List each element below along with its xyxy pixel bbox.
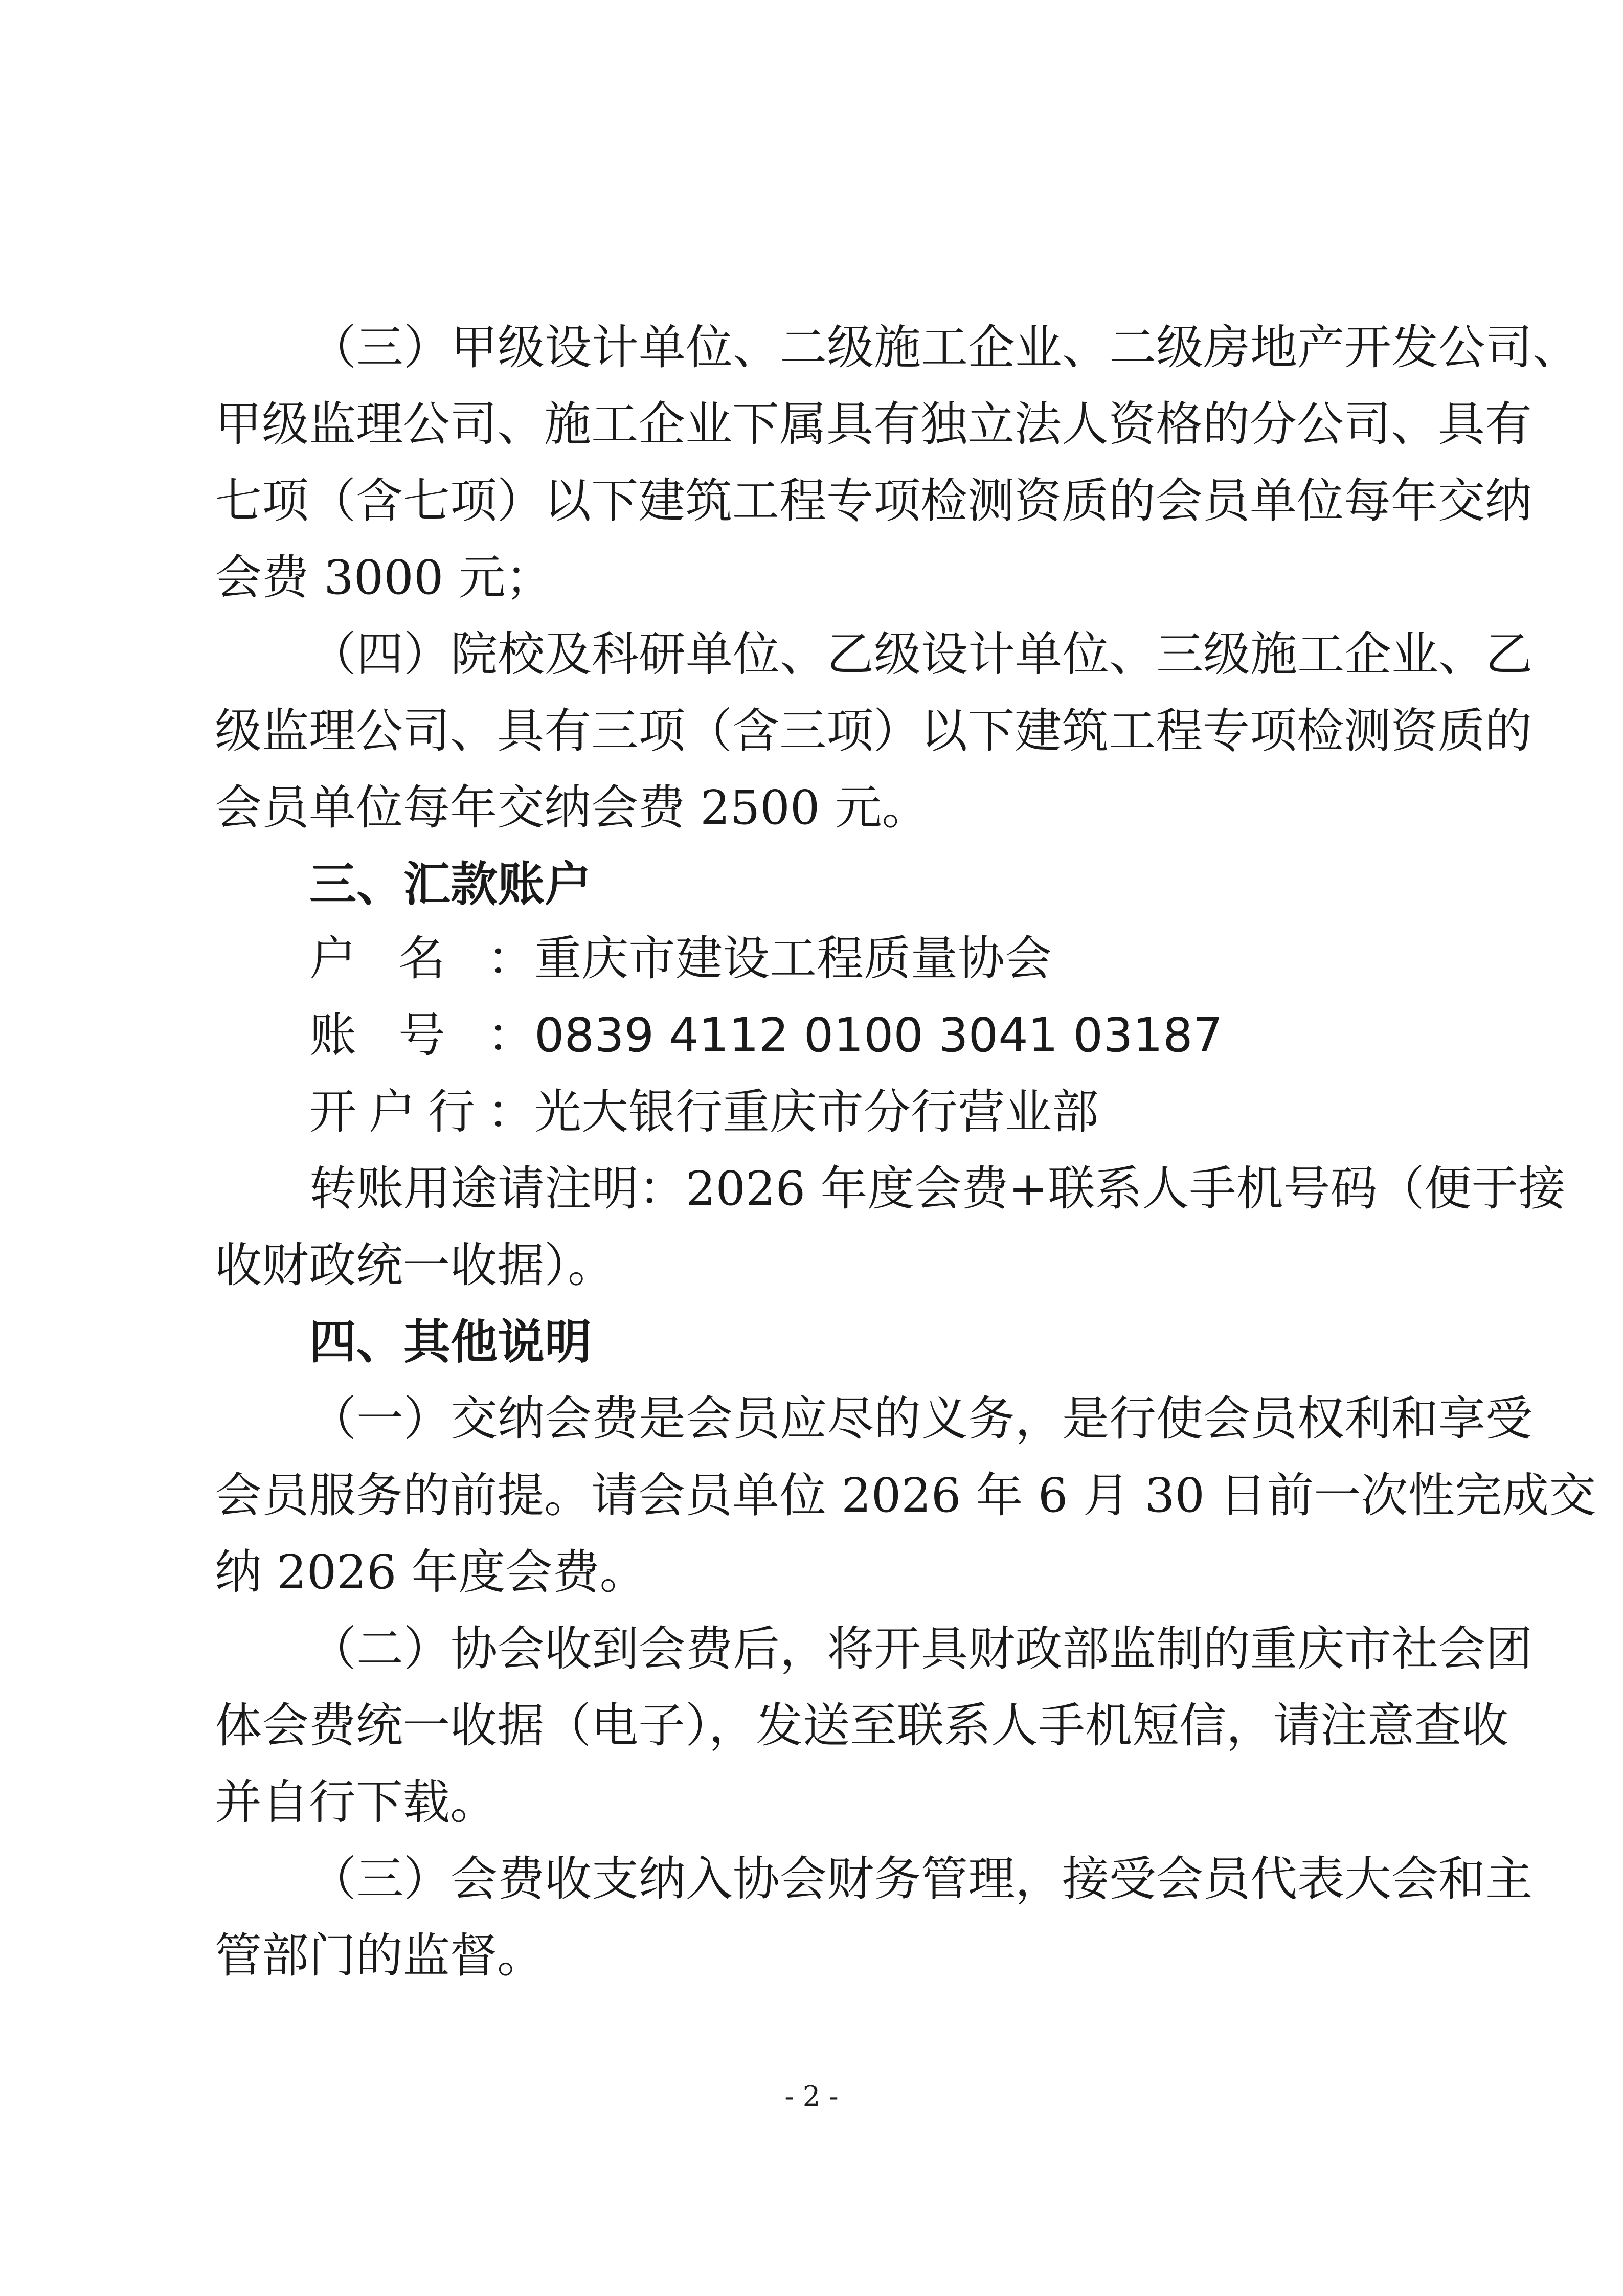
- para4-line-2: 级监理公司、具有三项（含三项）以下建筑工程专项检测资质的: [215, 704, 1532, 758]
- account-number-value: 0839 4112 0100 3041 03187: [534, 1008, 1223, 1063]
- account-bank-value: 光大银行重庆市分行营业部: [534, 1085, 1099, 1139]
- other2-line-1: （二）协会收到会费后，将开具财政部监制的重庆市社会团: [309, 1622, 1533, 1676]
- other3-line-2: 管部门的监督。: [215, 1928, 545, 1983]
- other1-line-1: （一）交纳会费是会员应尽的义务，是行使会员权利和享受: [309, 1391, 1533, 1446]
- account-name-label: 户名：: [309, 931, 534, 986]
- account-bank-row: [309, 1082, 1099, 1143]
- para3-line-1: （三）甲级设计单位、二级施工企业、二级房地产开发公司、: [309, 320, 1580, 375]
- transfer-note-line-2: 收财政统一收据）。: [215, 1238, 615, 1293]
- account-number-label: 账号：: [309, 1008, 534, 1063]
- account-name-value: 重庆市建设工程质量协会: [534, 931, 1052, 986]
- para3-line-2: 甲级监理公司、施工企业下属具有独立法人资格的分公司、具有: [215, 397, 1532, 452]
- other1-line-3: 纳 2026 年度会费。: [215, 1545, 647, 1600]
- other2-line-2: 体会费统一收据（电子），发送至联系人手机短信，请注意查收: [215, 1698, 1509, 1753]
- transfer-note-line-1: 转账用途请注明：2026 年度会费+联系人手机号码（便于接: [309, 1161, 1566, 1216]
- para3-line-3: 七项（含七项）以下建筑工程专项检测资质的会员单位每年交纳: [215, 474, 1532, 528]
- other3-line-1: （三）会费收支纳入协会财务管理，接受会员代表大会和主: [309, 1852, 1533, 1906]
- other1-line-2: 会员服务的前提。请会员单位 2026 年 6 月 30 日前一次性完成交: [215, 1468, 1596, 1523]
- heading-remittance-account: 三、汇款账户: [309, 857, 592, 912]
- para3-line-4: 会费 3000 元；: [215, 550, 553, 605]
- account-number-row: [309, 1005, 1223, 1066]
- heading-other-notes: 四、其他说明: [309, 1315, 592, 1369]
- para4-line-1: （四）院校及科研单位、乙级设计单位、三级施工企业、乙: [309, 627, 1533, 682]
- page-number: - 2 -: [784, 2080, 839, 2112]
- account-bank-label: 开户行：: [309, 1085, 534, 1139]
- other2-line-3: 并自行下载。: [215, 1775, 498, 1830]
- para4-line-3: 会员单位每年交纳会费 2500 元。: [215, 780, 929, 835]
- account-name-row: [309, 928, 1052, 989]
